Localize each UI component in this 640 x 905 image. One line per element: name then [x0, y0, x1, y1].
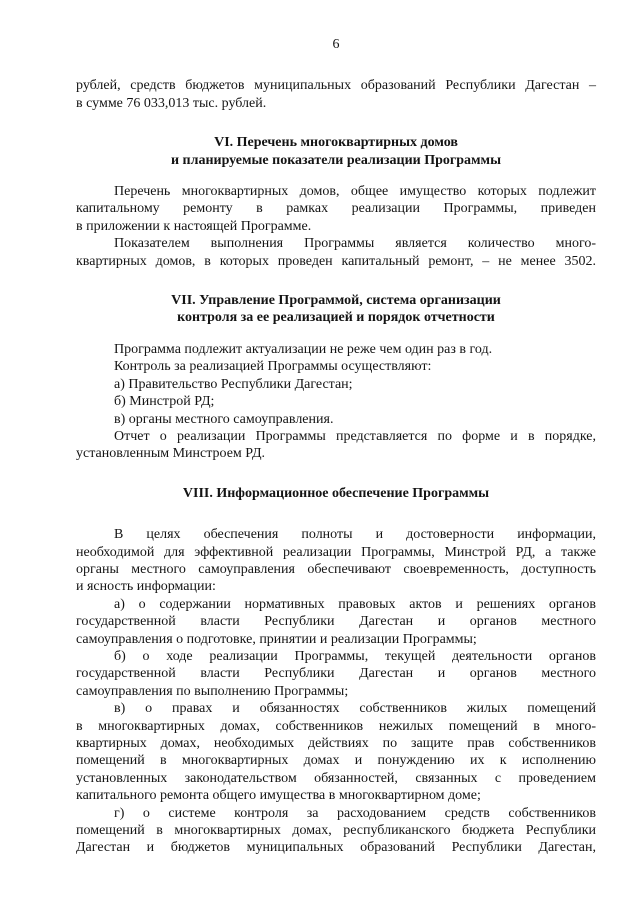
section-6-paragraph-1 [76, 183, 596, 235]
section-8-item-a [76, 596, 596, 648]
text-line: В целях обеспечения полноты и достоверности информации, [114, 527, 596, 543]
text-line: капитальному ремонту в рамках реализации Программы, приведен [76, 201, 596, 217]
section-8-item-v [76, 700, 596, 804]
list-item: в) органы местного самоуправления. [114, 411, 334, 427]
list-item: а) Правительство Республики Дагестан; [114, 376, 353, 392]
text-line: в) о правах и обязанностях собственников жилых помещений [114, 701, 596, 717]
text-line: Программа подлежит актуализации не реже чем один раз в год. [114, 341, 493, 357]
text-line: помещений в многоквартирных домах и понуждению их к исполнению [76, 753, 596, 769]
text-line: капитального ремонта общего имущества в многоквартирном доме; [76, 788, 481, 804]
text-line: государственной власти Республики Дагестан и органов местного [76, 666, 596, 682]
text-line: рублей, средств бюджетов муниципальных образований Республики Дагестан – [76, 78, 596, 94]
section-7-report-paragraph [76, 428, 596, 463]
list-item: б) Минстрой РД; [114, 394, 215, 410]
text-line: органы местного самоуправления обеспечивают своевременность, доступность [76, 561, 596, 577]
text-line: Контроль за реализацией Программы осуществляют: [114, 359, 432, 375]
text-line: помещений в многоквартирных домах, республиканского бюджета Республики [76, 823, 596, 839]
section-7-lines [76, 341, 596, 428]
section-7-heading [76, 292, 596, 327]
text-line: установленных законодательством обязанностей, связанных с проведением [76, 770, 596, 786]
text-line: квартирных домах, необходимых действиях по защите прав собственников [76, 736, 596, 751]
section-6-paragraph-2 [76, 235, 596, 270]
text-line: самоуправления о подготовке, принятии и реализации Программы; [76, 631, 477, 647]
text-line: самоуправления по выполнению Программы; [76, 683, 349, 699]
heading-line: VII. Управление Программой, система организации [171, 293, 501, 309]
text-line: г) о системе контроля за расходованием средств собственников [114, 805, 596, 821]
text-line: Показателем выполнения Программы является количество много- [114, 236, 596, 252]
text-line: в приложении к настоящей Программе. [76, 218, 312, 234]
page-number: 6 [332, 37, 340, 52]
heading-line: контроля за ее реализацией и порядок отчетности [177, 310, 495, 326]
lead-paragraph [76, 77, 596, 112]
section-8-intro [76, 526, 596, 596]
heading-line: VI. Перечень многоквартирных домов [214, 135, 458, 151]
text-line: Отчет о реализации Программы представляется по форме и в порядке, [114, 428, 596, 444]
text-line: а) о содержании нормативных правовых актов и решениях органов [114, 596, 596, 612]
text-line: государственной власти Республики Дагестан и органов местного [76, 614, 596, 630]
text-line: Перечень многоквартирных домов, общее имущество которых подлежит [114, 184, 596, 200]
text-line: и ясность информации: [76, 579, 216, 595]
text-line: Дагестан и бюджетов муниципальных образований Республики Дагестан, [76, 840, 596, 856]
section-8-item-b [76, 648, 596, 700]
section-8-heading: VIII. Информационное обеспечение Программы [182, 485, 490, 501]
text-line: квартирных домов, в которых проведен капитальный ремонт, – не менее 3502. [76, 253, 596, 269]
text-line: установленным Минстроем РД. [76, 446, 266, 462]
heading-line: и планируемые показатели реализации Программы [170, 152, 502, 168]
text-line: необходимой для эффективной реализации Программы, Минстрой РД, а также [76, 544, 596, 560]
text-line: в многоквартирных домах, собственников нежилых помещений в много- [76, 718, 596, 734]
text-line: б) о ходе реализации Программы, текущей деятельности органов [114, 648, 596, 664]
section-8-item-g [76, 805, 596, 857]
section-6-heading [76, 134, 596, 169]
text-line: в сумме 76 033,013 тыс. рублей. [76, 95, 267, 111]
